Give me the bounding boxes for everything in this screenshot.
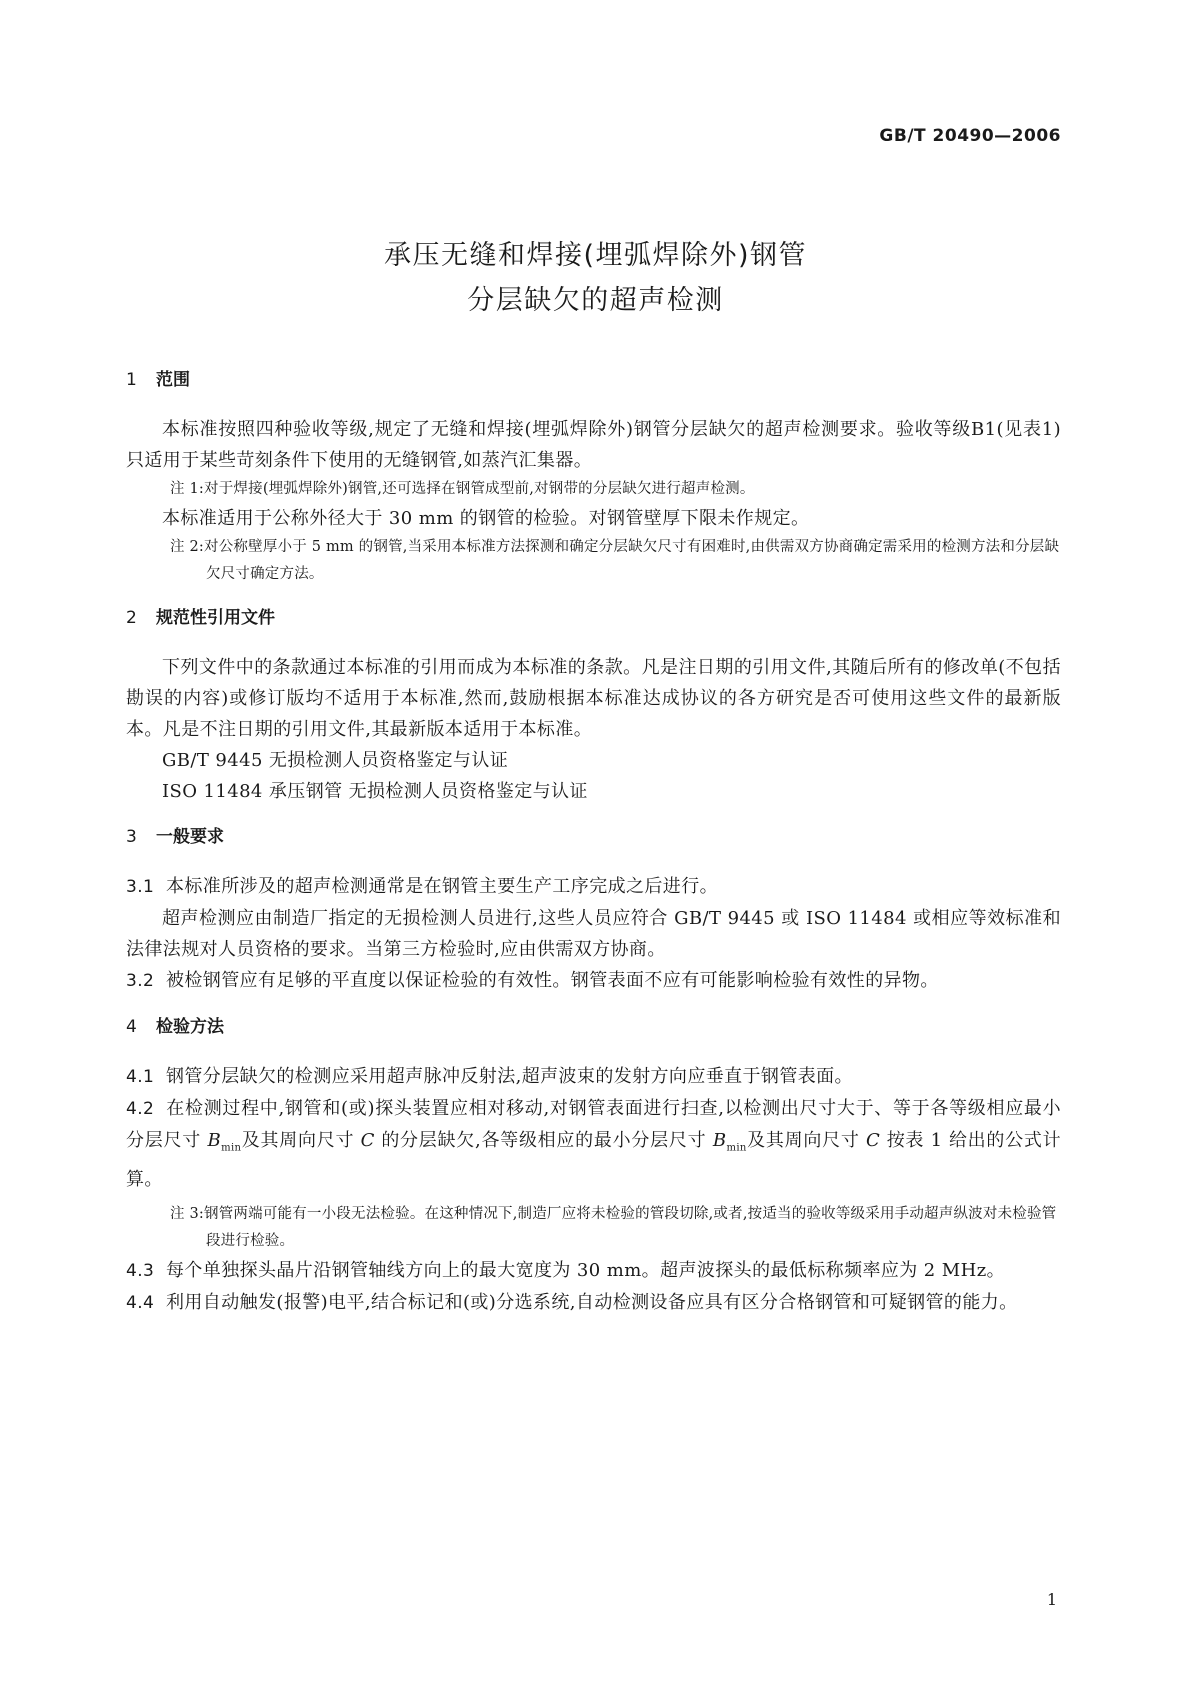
clause-4-1: 4.1 钢管分层缺欠的检测应采用超声脉冲反射法,超声波束的发射方向应垂直于钢管表面。 bbox=[126, 1066, 853, 1087]
clause-3-2: 3.2 被检钢管应有足够的平直度以保证检验的有效性。钢管表面不应有可能影响检验有效性的异物。 bbox=[126, 970, 939, 991]
section-2-para-1: 下列文件中的条款通过本标准的引用而成为本标准的条款。凡是注日期的引用文件,其随后所有的修改单(不包括勘误的内容)或修订版均不适用于本标准,然而,鼓励根据本标准达成协议的各方研究是否可使用这些文件的最新版本。凡是不注日期的引用文件,其最新版本适用于本标准。 bbox=[126, 657, 1061, 740]
normative-reference-1: GB/T 9445 无损检测人员资格鉴定与认证 bbox=[162, 750, 509, 771]
title-line-2: 分层缺欠的超声检测 bbox=[467, 285, 724, 316]
clause-3-1: 3.1 本标准所涉及的超声检测通常是在钢管主要生产工序完成之后进行。 bbox=[126, 876, 718, 897]
section-3-heading: 3 一般要求 bbox=[126, 827, 224, 847]
normative-reference-2: ISO 11484 承压钢管 无损检测人员资格鉴定与认证 bbox=[162, 781, 588, 802]
clause-4-4: 4.4 利用自动触发(报警)电平,结合标记和(或)分选系统,自动检测设备应具有区分合格钢管和可疑钢管的能力。 bbox=[126, 1291, 1018, 1313]
section-4-heading: 4 检验方法 bbox=[126, 1017, 224, 1037]
section-1-heading: 1 范围 bbox=[126, 370, 190, 390]
section-1-para-1: 本标准按照四种验收等级,规定了无缝和焊接(埋弧焊除外)钢管分层缺欠的超声检测要求。验收等级B1(见表1)只适用于某些苛刻条件下使用的无缝钢管,如蒸汽汇集器。 bbox=[126, 419, 1061, 471]
standard-code: GB/T 20490—2006 bbox=[879, 126, 1061, 146]
document-body bbox=[126, 368, 1061, 1319]
clause-3-1-para-2: 超声检测应由制造厂指定的无损检测人员进行,这些人员应符合 GB/T 9445 或 ISO 11484 或相应等效标准和法律法规对人员资格的要求。当第三方检验时,应由供需双方协商。 bbox=[126, 908, 1061, 960]
note-1: 注 1:对于焊接(埋弧焊除外)钢管,还可选择在钢管成型前,对钢带的分层缺欠进行超声检测。 bbox=[170, 481, 755, 497]
note-2: 注 2:对公称壁厚小于 5 mm 的钢管,当采用本标准方法探测和确定分层缺欠尺寸有困难时,由供需双方协商确定需采用的检测方法和分层缺欠尺寸确定方法。 bbox=[170, 539, 1060, 582]
clause-4-3: 4.3 每个单独探头晶片沿钢管轴线方向上的最大宽度为 30 mm。超声波探头的最低标称频率应为 2 MHz。 bbox=[126, 1259, 1005, 1281]
section-1-para-2: 本标准适用于公称外径大于 30 mm 的钢管的检验。对钢管壁厚下限未作规定。 bbox=[162, 508, 810, 529]
title-line-1: 承压无缝和焊接(埋弧焊除外)钢管 bbox=[383, 240, 808, 271]
page-number: 1 bbox=[1046, 1590, 1057, 1609]
note-3: 注 3:钢管两端可能有一小段无法检验。在这种情况下,制造厂应将未检验的管段切除,或者,按适当的验收等级采用手动超声纵波对未检验管段进行检验。 bbox=[170, 1205, 1057, 1249]
clause-4-2: 4.2 在检测过程中,钢管和(或)探头装置应相对移动,对钢管表面进行扫查,以检测出尺寸大于、等于各等级相应最小分层尺寸 $B_{min}$及其周向尺寸 C 的分层缺欠,各等级相应的最小分层尺寸 $B_{min}$及其周向尺寸 C 按表 1 给出的公式计算。 bbox=[126, 1098, 1062, 1190]
section-2-heading: 2 规范性引用文件 bbox=[126, 608, 275, 628]
